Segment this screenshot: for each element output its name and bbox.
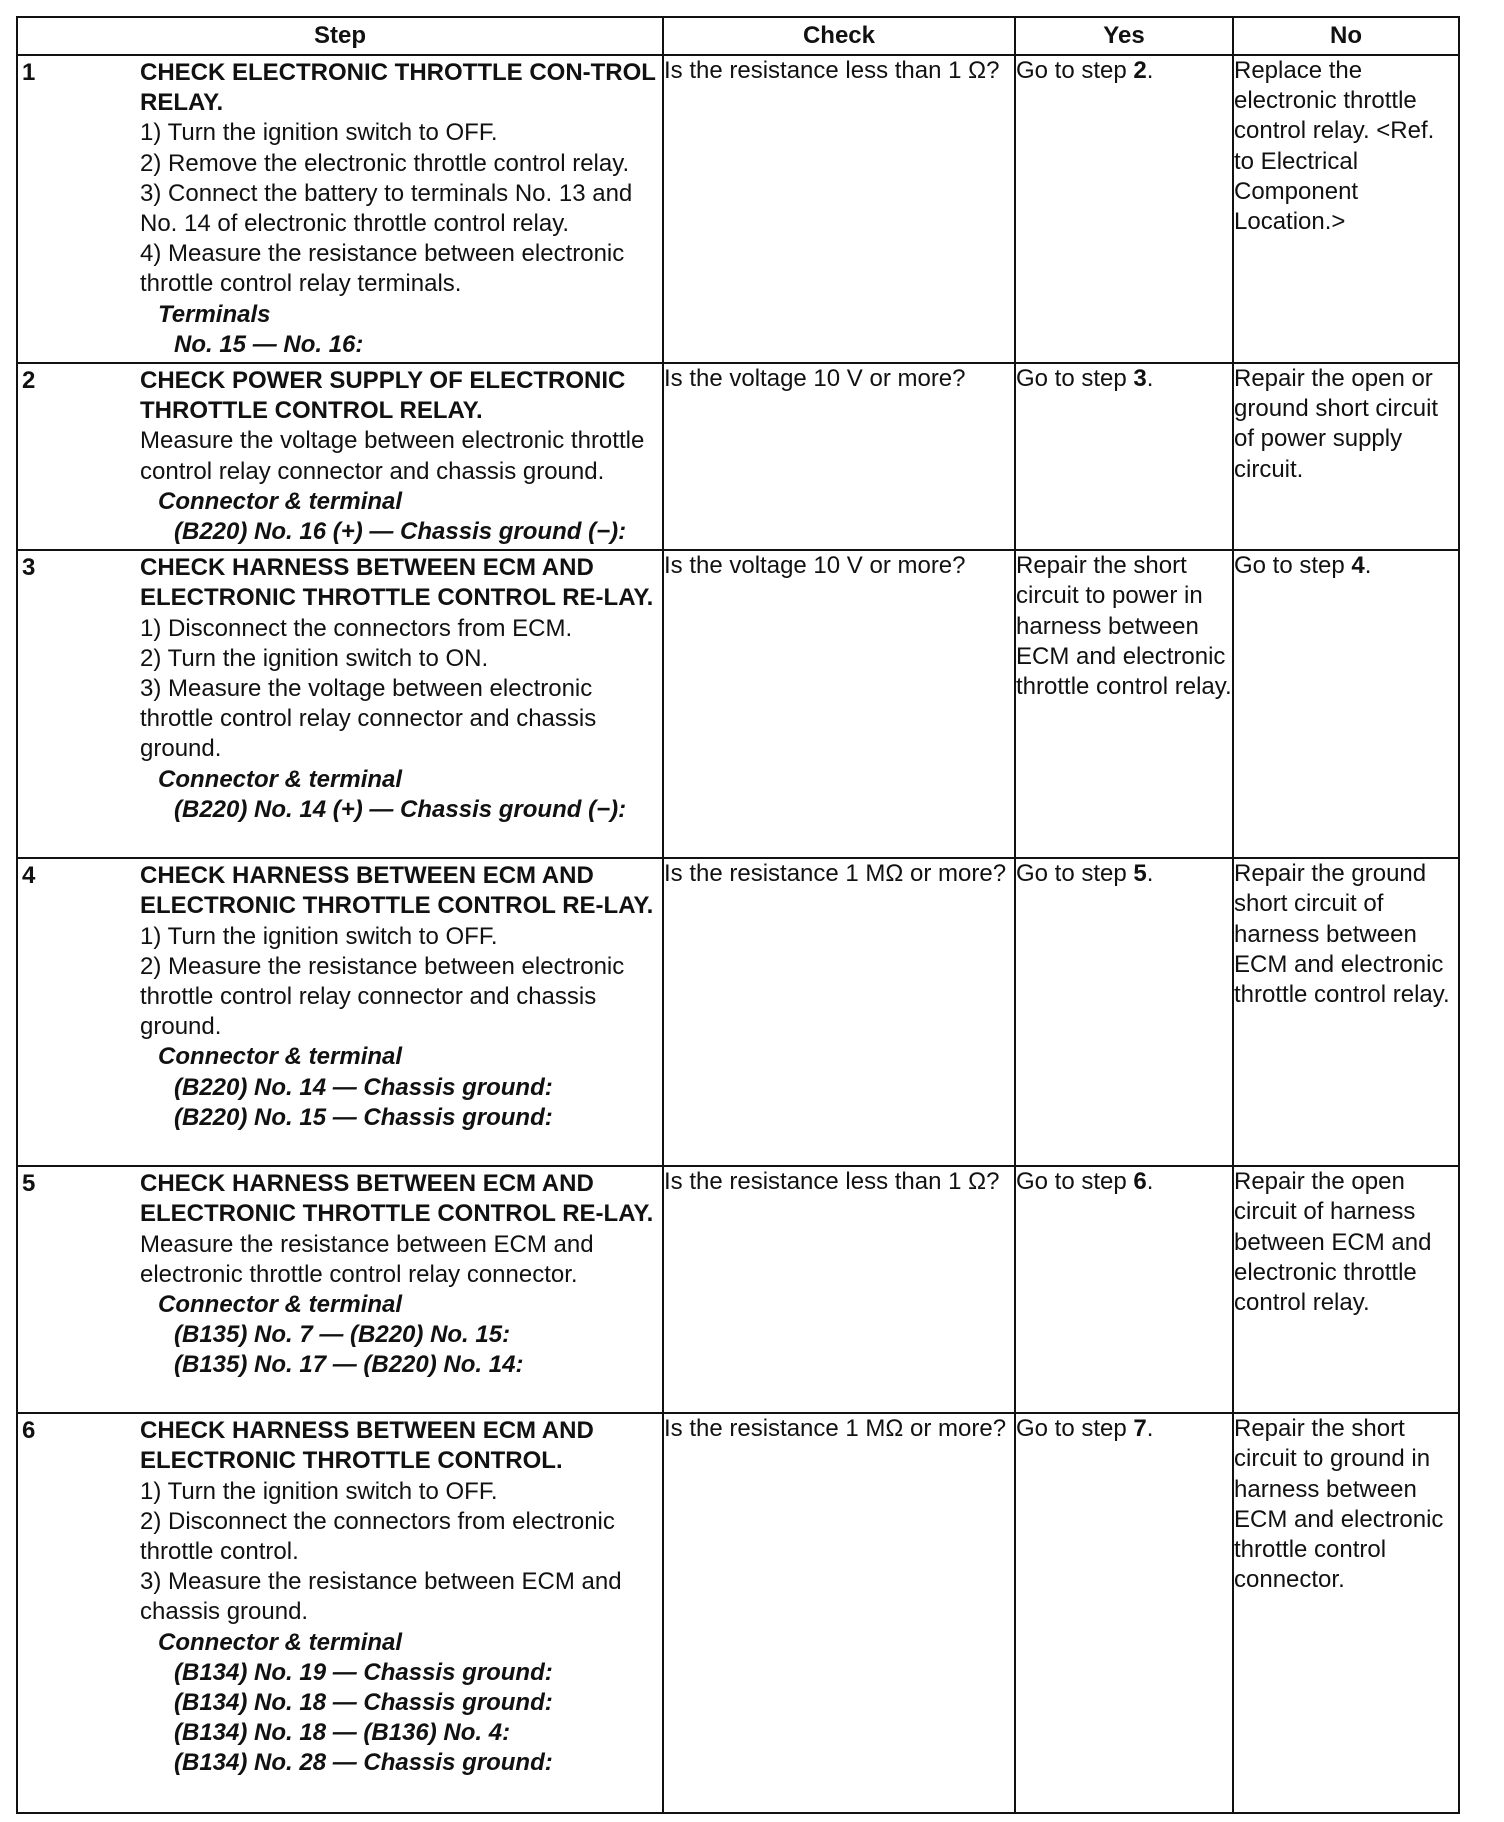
table-row <box>17 1413 1459 1813</box>
step-cell <box>17 1413 663 1813</box>
check-text: Is the resistance 1 MΩ or more? <box>664 860 1007 888</box>
procedure-line: 2) Remove the electronic throttle control relay. <box>140 149 630 177</box>
spec-label: Connector & terminal <box>158 1291 403 1319</box>
step-number: 1 <box>22 59 36 86</box>
spec-value: (B135) No. 7 — (B220) No. 15: <box>174 1321 511 1349</box>
step-cell <box>17 55 663 363</box>
spec-label: Connector & terminal <box>158 1043 403 1071</box>
step-cell <box>17 550 663 858</box>
procedure-line: 1) Disconnect the connectors from ECM. <box>140 614 573 642</box>
no-text: Go to step <box>1234 552 1352 580</box>
table-row <box>17 550 1459 858</box>
yes-text: Go to step <box>1016 860 1134 888</box>
yes-step-number: 7 <box>1133 1415 1147 1443</box>
step-cell <box>17 858 663 1166</box>
step-number: 6 <box>22 1417 36 1445</box>
yes-step-number: 5 <box>1133 860 1147 888</box>
step-title: CHECK HARNESS BETWEEN ECM AND ELECTRONIC THROTTLE CONTROL RE-LAY. <box>140 1170 654 1228</box>
header-check: Check <box>663 17 1015 55</box>
step-body <box>140 1414 662 1780</box>
yes-text: Go to step <box>1016 57 1134 84</box>
procedure-line: 3) Measure the resistance between ECM and chassis ground. <box>140 1568 622 1626</box>
spec-value: (B220) No. 16 (+) — Chassis ground (−): <box>174 518 627 546</box>
spec-label: Terminals <box>158 300 271 328</box>
no-text: Repair the open or ground short circuit of power supply circuit. <box>1234 365 1439 483</box>
no-text: Replace the electronic throttle control relay. <Ref. to Electrical Component Location.> <box>1234 57 1435 236</box>
step-body <box>140 1167 662 1382</box>
no-step-number: 4 <box>1351 552 1365 580</box>
spec-value: (B220) No. 15 — Chassis ground: <box>174 1103 553 1131</box>
step-body <box>140 551 662 827</box>
step-title: CHECK ELECTRONIC THROTTLE CON-TROL RELAY. <box>140 59 656 117</box>
check-text: Is the resistance 1 MΩ or more? <box>664 1415 1007 1443</box>
yes-step-number: 2 <box>1133 57 1147 84</box>
check-cell <box>663 363 1015 550</box>
yes-step-number: 3 <box>1133 365 1147 393</box>
no-cell <box>1233 858 1459 1166</box>
check-cell <box>663 550 1015 858</box>
diagnostic-table <box>16 16 1460 1814</box>
spec-value: No. 15 — No. 16: <box>174 330 364 358</box>
no-cell <box>1233 363 1459 550</box>
spec-value: (B134) No. 18 — Chassis ground: <box>174 1689 553 1717</box>
procedure-line: 3) Connect the battery to terminals No. 13 and No. 14 of electronic throttle control relay. <box>140 179 633 238</box>
table-row <box>17 55 1459 363</box>
step-number: 2 <box>22 367 36 395</box>
step-number: 5 <box>22 1170 36 1198</box>
step-title: CHECK HARNESS BETWEEN ECM AND ELECTRONIC THROTTLE CONTROL. <box>140 1417 594 1475</box>
table-row <box>17 1166 1459 1413</box>
yes-step-number: 6 <box>1133 1168 1147 1196</box>
procedure-line: Measure the resistance between ECM and electronic throttle control relay connector. <box>140 1230 594 1288</box>
yes-cell: Go to step 5. <box>1015 858 1233 1166</box>
procedure-line: 1) Turn the ignition switch to OFF. <box>140 1477 498 1505</box>
yes-text: Go to step <box>1016 1415 1134 1443</box>
step-number: 4 <box>22 862 36 890</box>
step-title: CHECK HARNESS BETWEEN ECM AND ELECTRONIC THROTTLE CONTROL RE-LAY. <box>140 862 654 920</box>
step-title: CHECK HARNESS BETWEEN ECM AND ELECTRONIC THROTTLE CONTROL RE-LAY. <box>140 554 654 612</box>
step-body <box>140 859 662 1135</box>
check-text: Is the resistance less than 1 Ω? <box>664 1168 1000 1196</box>
spec-label: Connector & terminal <box>158 487 403 515</box>
procedure-line: 2) Disconnect the connectors from electronic throttle control. <box>140 1507 615 1566</box>
check-cell <box>663 858 1015 1166</box>
step-number: 3 <box>22 554 36 582</box>
header-step: Step <box>17 17 663 55</box>
step-body <box>140 364 662 549</box>
header-row <box>17 17 1459 55</box>
no-cell <box>1233 1166 1459 1413</box>
check-cell <box>663 55 1015 363</box>
procedure-line: 1) Turn the ignition switch to OFF. <box>140 922 498 950</box>
table-row <box>17 858 1459 1166</box>
no-text: Repair the ground short circuit of harness between ECM and electronic throttle control relay. <box>1234 860 1450 1009</box>
check-text: Is the resistance less than 1 Ω? <box>664 57 1000 84</box>
check-text: Is the voltage 10 V or more? <box>664 365 966 393</box>
no-cell: Go to step 4. <box>1233 550 1459 858</box>
check-cell <box>663 1166 1015 1413</box>
yes-cell <box>1015 550 1233 858</box>
header-yes: Yes <box>1015 17 1233 55</box>
procedure-line: 3) Measure the voltage between electronic throttle control relay connector and chassis ground. <box>140 675 597 763</box>
step-cell <box>17 1166 663 1413</box>
spec-value: (B134) No. 28 — Chassis ground: <box>174 1749 553 1777</box>
yes-cell: Go to step 7. <box>1015 1413 1233 1813</box>
no-text: Repair the open circuit of harness between ECM and electronic throttle control relay. <box>1234 1168 1432 1317</box>
spec-label: Connector & terminal <box>158 765 403 793</box>
check-cell <box>663 1413 1015 1813</box>
procedure-line: 2) Turn the ignition switch to ON. <box>140 644 489 672</box>
procedure-line: 2) Measure the resistance between electronic throttle control relay connector and chassis ground. <box>140 952 625 1041</box>
yes-cell: Go to step 6. <box>1015 1166 1233 1413</box>
yes-text: Go to step <box>1016 365 1134 393</box>
yes-text: Repair the short circuit to power in harness between ECM and electronic throttle control relay. <box>1016 552 1232 701</box>
check-text: Is the voltage 10 V or more? <box>664 552 966 580</box>
procedure-line: 4) Measure the resistance between electronic throttle control relay terminals. <box>140 240 625 298</box>
procedure-line: Measure the voltage between electronic throttle control relay connector and chassis ground. <box>140 427 645 485</box>
no-cell <box>1233 55 1459 363</box>
yes-cell: Go to step 3. <box>1015 363 1233 550</box>
spec-value: (B220) No. 14 — Chassis ground: <box>174 1073 553 1101</box>
table-row <box>17 363 1459 550</box>
spec-value: (B135) No. 17 — (B220) No. 14: <box>174 1351 524 1379</box>
no-text: Repair the short circuit to ground in harness between ECM and electronic throttle control connector. <box>1234 1415 1444 1594</box>
spec-label: Connector & terminal <box>158 1628 403 1656</box>
header-no: No <box>1233 17 1459 55</box>
step-body <box>140 56 662 362</box>
yes-text: Go to step <box>1016 1168 1134 1196</box>
spec-value: (B134) No. 19 — Chassis ground: <box>174 1658 553 1686</box>
procedure-line: 1) Turn the ignition switch to OFF. <box>140 119 498 147</box>
step-title: CHECK POWER SUPPLY OF ELECTRONIC THROTTLE CONTROL RELAY. <box>140 367 626 425</box>
yes-cell: Go to step 2. <box>1015 55 1233 363</box>
spec-value: (B220) No. 14 (+) — Chassis ground (−): <box>174 795 627 823</box>
step-cell <box>17 363 663 550</box>
no-cell <box>1233 1413 1459 1813</box>
spec-value: (B134) No. 18 — (B136) No. 4: <box>174 1719 511 1747</box>
